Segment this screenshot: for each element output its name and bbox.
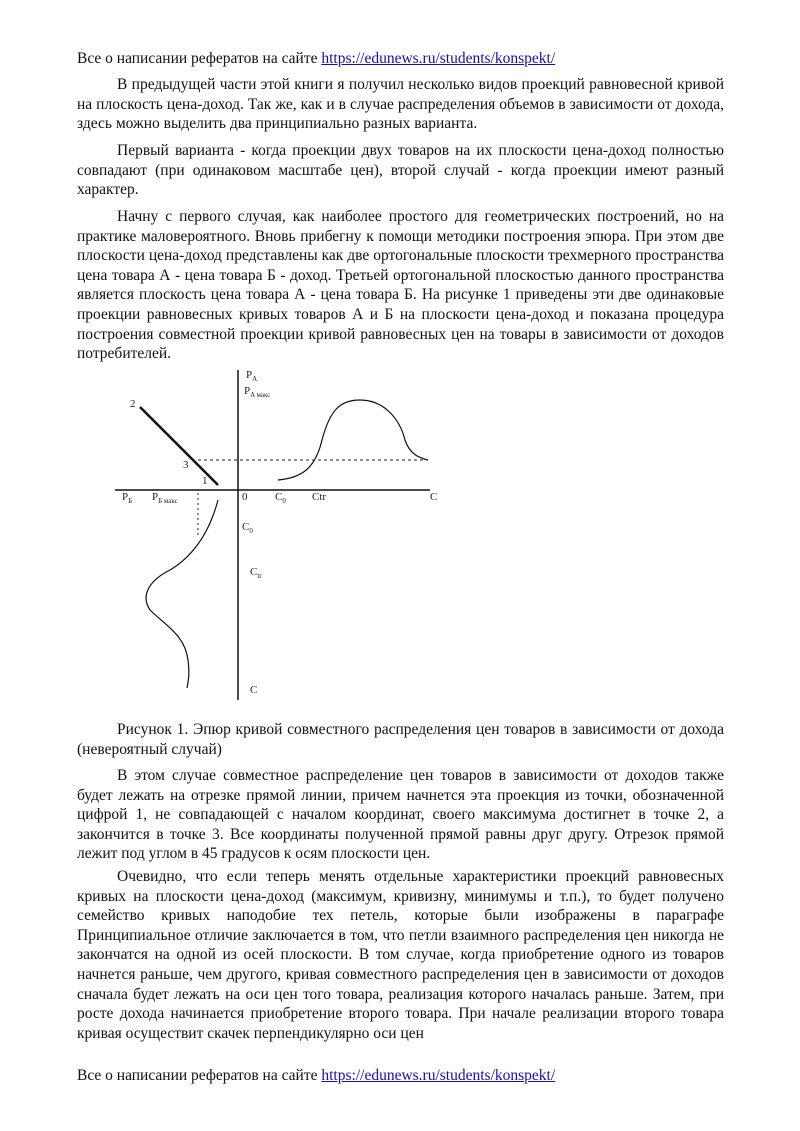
label-c0-horizontal: $C_0$: [275, 491, 286, 505]
label-point-1: 1: [202, 475, 208, 487]
paragraph-5: Очевидно, что если теперь менять отдельные характеристики проекций равновесных кривых на плоскости цена-доход (максимум, кривизну, минимумы и т.п.), то будет получено семейство кривых наподобие тех петель, которые были изображены в параграфе Принципиальное отличие заключается в том, что петли взаимного распределения цен никогда не закончатся на одной из осей плоскости. В том случае, когда приобретение одного из товаров начнется раньше, чем другого, кривая совместного распределения цен в зависимости от доходов сначала будет лежать на оси цен того товара, реализация которого началась раньше. Затем, при росте дохода начинается приобретение второго товара. При начале реализации второго товара кривая осуществит скачек перпендикулярно оси цен: [77, 868, 724, 1042]
figure-1-epure: [110, 360, 450, 710]
epure-diagram: [110, 360, 450, 710]
label-point-2: 2: [130, 398, 136, 410]
paragraph-2: Первый варианта - когда проекции двух товаров на их плоскости цена-доход полностью совпадают (при одинаковом масштабе цен), второй случай - когда проекции имеют разный характер.: [77, 142, 724, 199]
price-income-curve-b: [146, 500, 218, 688]
label-pa: $P_A$: [246, 369, 258, 383]
label-c-vertical: C: [250, 684, 258, 696]
label-pa-max: $P_{A макс}$: [244, 385, 271, 399]
paragraph-3: Начну с первого случая, как наиболее простого для геометрических построений, но на практике маловероятного. Вновь прибегну к помощи методики построения эпюра. При этом две плоскости цена-доход представлены как две ортогональные плоскости трехмерного пространства цена товара А - цена товара Б - доход. Третьей ортогональной плоскостью данного пространства является плоскость цена товара А - цена товара Б. На рисунке 1 приведены эти две одинаковые проекции равновесных кривых товаров А и Б на плоскости цена-доход и показана процедура построения совместной проекции кривой равновесных цен на товары в зависимости от доходов потребителей.: [77, 208, 724, 363]
page-footer: [77, 1066, 555, 1086]
paragraph-1: В предыдущей части этой книги я получил несколько видов проекций равновесной кривой на плоскость цена-доход. Так же, как и в случае распределения объемов в зависимости от дохода, здесь можно выделить два принципиально разных варианта.: [77, 76, 724, 133]
figure-caption: Рисунок 1. Эпюр кривой совместного распределения цен товаров в зависимости от дохода (невероятный случай): [77, 721, 724, 758]
header-text: Все о написании рефератов на сайте: [77, 50, 322, 67]
footer-text: Все о написании рефератов на сайте: [77, 1067, 322, 1084]
price-income-curve-a: [278, 400, 428, 480]
label-pb-max: $P_{Б макс}$: [152, 491, 178, 505]
page-header: [77, 49, 555, 69]
label-c0-vertical: $C_0$: [242, 521, 253, 535]
label-origin: 0: [242, 491, 248, 503]
label-pb: $P_Б$: [122, 491, 133, 505]
label-point-3: 3: [183, 459, 189, 471]
header-link[interactable]: https://edunews.ru/students/konspekt/: [321, 50, 556, 67]
paragraph-4: В этом случае совместное распределение цен товаров в зависимости от доходов также будет лежать на отрезке прямой линии, причем начнется эта проекция из точки, обозначенной цифрой 1, не совпадающей с началом координат, своего максимума достигнет в точке 2, а закончится в точке 3. Все координаты полученной прямой равны друг другу. Отрезок прямой лежит под углом в 45 градусов к осям плоскости цен.: [77, 767, 724, 863]
label-ctr-horizontal: Ctr: [312, 491, 327, 503]
diagonal-segment: [140, 407, 218, 485]
label-c-horizontal: C: [430, 491, 438, 503]
label-ctr-vertical: $C_{tr}$: [250, 566, 262, 580]
footer-link[interactable]: https://edunews.ru/students/konspekt/: [321, 1067, 556, 1084]
